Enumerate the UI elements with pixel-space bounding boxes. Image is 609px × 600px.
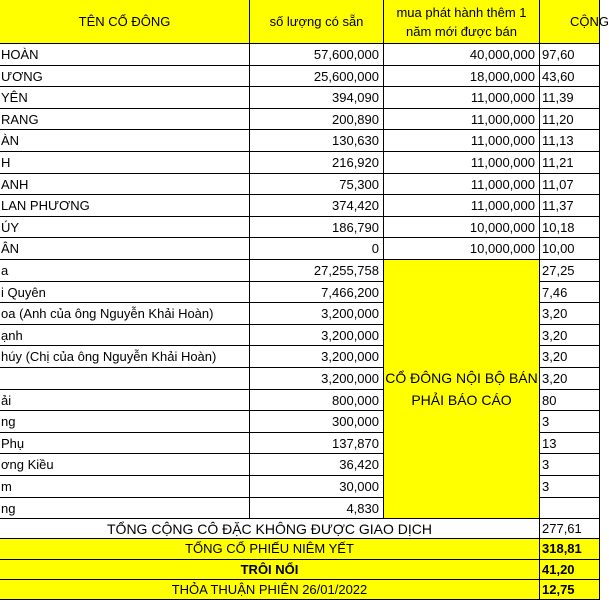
row-total [540, 498, 600, 520]
summary-value: 41,20 [540, 560, 600, 580]
row-buy: 40,000,000 [384, 44, 540, 66]
summary-label: TRÔI NỔI [0, 560, 540, 580]
row-total: 3,20 [540, 346, 600, 368]
row-available: 25,600,000 [250, 66, 384, 88]
row-name: H [0, 152, 250, 174]
header-available: số lượng có sẵn [250, 0, 384, 44]
row-name: LAN PHƯƠNG [0, 195, 250, 217]
row-name: ạnh [0, 325, 250, 347]
row-name: m [0, 476, 250, 498]
row-total: 13 [540, 433, 600, 455]
row-name: Phụ [0, 433, 250, 455]
row-available: 137,870 [250, 433, 384, 455]
summary-value: 12,75 [540, 580, 600, 600]
header-buy-line2: năm mới được bán [405, 24, 517, 39]
row-available: 0 [250, 238, 384, 260]
row-name [0, 368, 250, 390]
row-name: i Quyên [0, 282, 250, 304]
row-available: 3,200,000 [250, 346, 384, 368]
header-total: CỘNG [540, 0, 600, 44]
summary-label: TỔNG CỔ PHIẾU NIÊM YẾT [0, 539, 540, 559]
row-total: 11,37 [540, 195, 600, 217]
row-name: oa (Anh của ông Nguyễn Khải Hoàn) [0, 303, 250, 325]
row-total: 3,20 [540, 368, 600, 390]
row-buy: 10,000,000 [384, 217, 540, 239]
summary-value: 277,61 [540, 519, 600, 539]
row-name: ng [0, 411, 250, 433]
row-available: 394,090 [250, 87, 384, 109]
row-available: 300,000 [250, 411, 384, 433]
row-buy: 11,000,000 [384, 174, 540, 196]
row-total: 27,25 [540, 260, 600, 282]
row-name: ÚY [0, 217, 250, 239]
row-total: 3 [540, 411, 600, 433]
row-total: 11,39 [540, 87, 600, 109]
row-available: 27,255,758 [250, 260, 384, 282]
row-name: YÊN [0, 87, 250, 109]
row-buy: 11,000,000 [384, 152, 540, 174]
row-available: 800,000 [250, 390, 384, 412]
row-name: HOÀN [0, 44, 250, 66]
row-buy: 11,000,000 [384, 87, 540, 109]
row-total: 10,18 [540, 217, 600, 239]
row-buy: 11,000,000 [384, 195, 540, 217]
row-available: 4,830 [250, 498, 384, 520]
row-available: 36,420 [250, 454, 384, 476]
row-name: ải [0, 390, 250, 412]
insider-note-line1: CỔ ĐÔNG NỘI BỘ BÁN [385, 370, 538, 387]
row-total: 80 [540, 390, 600, 412]
summary-label: THỎA THUẬN PHIÊN 26/01/2022 [0, 580, 540, 600]
row-total: 3,20 [540, 303, 600, 325]
row-total: 11,21 [540, 152, 600, 174]
row-available: 216,920 [250, 152, 384, 174]
row-name: ng [0, 498, 250, 520]
row-available: 186,790 [250, 217, 384, 239]
row-available: 3,200,000 [250, 368, 384, 390]
row-name: ơng Kiều [0, 454, 250, 476]
header-name: TÊN CỔ ĐÔNG [0, 0, 250, 44]
row-name: ÂN [0, 238, 250, 260]
row-buy: 10,000,000 [384, 238, 540, 260]
row-name: RANG [0, 109, 250, 131]
row-total: 10,00 [540, 238, 600, 260]
row-total: 3 [540, 476, 600, 498]
insider-note-line2: PHẢI BÁO CÁO [411, 392, 512, 409]
row-total: 3,20 [540, 325, 600, 347]
row-buy: 11,000,000 [384, 130, 540, 152]
row-buy: 11,000,000 [384, 109, 540, 131]
row-buy: 18,000,000 [384, 66, 540, 88]
summary-value: 318,81 [540, 539, 600, 559]
row-total: 97,60 [540, 44, 600, 66]
row-name: ÀN [0, 130, 250, 152]
row-available: 30,000 [250, 476, 384, 498]
row-total: 11,07 [540, 174, 600, 196]
row-available: 130,630 [250, 130, 384, 152]
row-available: 7,466,200 [250, 282, 384, 304]
row-total: 43,60 [540, 66, 600, 88]
summary-label: TỔNG CỘNG CÔ ĐẶC KHÔNG ĐƯỢC GIAO DỊCH [0, 519, 540, 539]
insider-note [384, 260, 540, 519]
row-total: 7,46 [540, 282, 600, 304]
row-available: 3,200,000 [250, 303, 384, 325]
row-name: ƯƠNG [0, 66, 250, 88]
row-total: 11,13 [540, 130, 600, 152]
row-total: 3 [540, 454, 600, 476]
row-available: 3,200,000 [250, 325, 384, 347]
row-name: a [0, 260, 250, 282]
row-available: 200,890 [250, 109, 384, 131]
row-name: húy (Chị của ông Nguyễn Khải Hoàn) [0, 346, 250, 368]
row-available: 374,420 [250, 195, 384, 217]
row-available: 57,600,000 [250, 44, 384, 66]
row-available: 75,300 [250, 174, 384, 196]
row-name: ANH [0, 174, 250, 196]
header-buy-line1: mua phát hành thêm 1 [396, 5, 527, 20]
header-buy [384, 0, 540, 44]
row-total: 11,20 [540, 109, 600, 131]
